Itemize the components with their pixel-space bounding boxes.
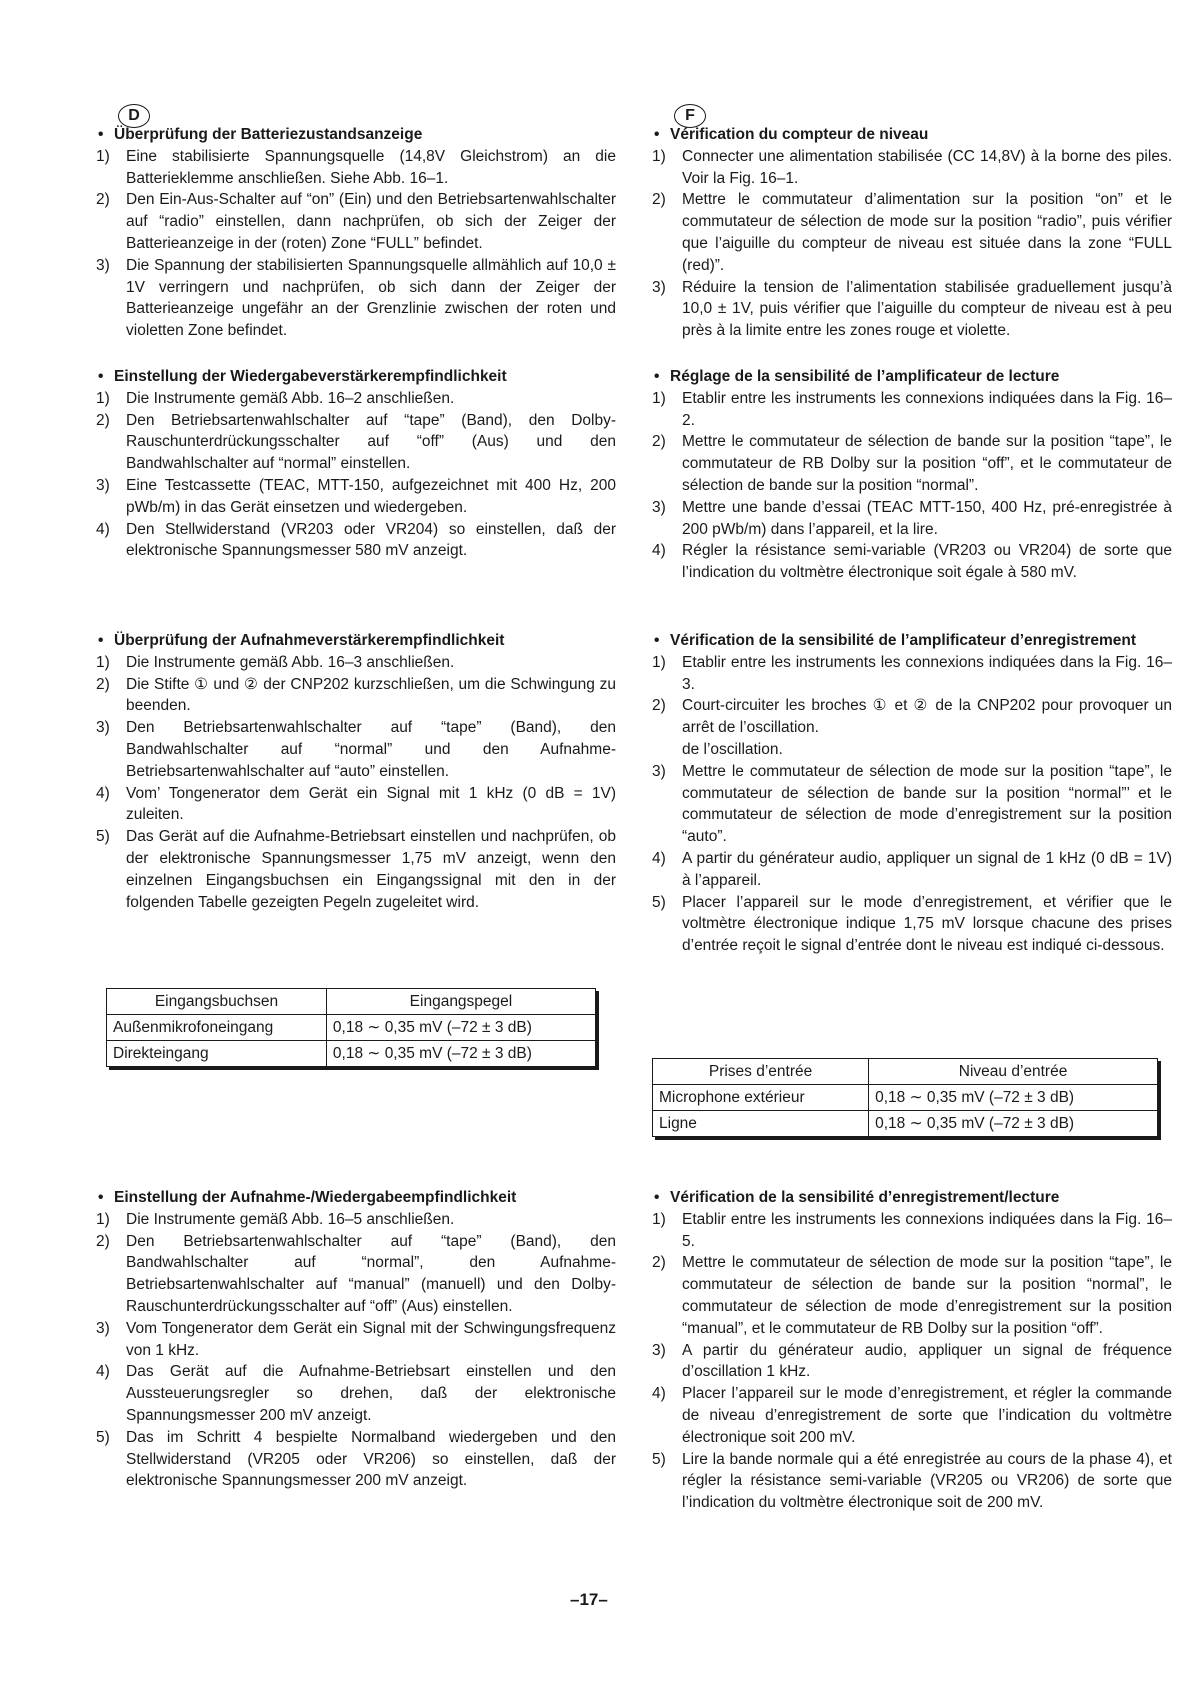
table-row (653, 1085, 1158, 1111)
fr-section-rec-play-sensitivity (652, 1187, 1172, 1514)
list-item: 4) Régler la résistance semi-variable (VR203 ou VR204) de sorte que l’indication du voltmètre électronique soit égale à 580 mV. (652, 542, 1172, 582)
list-item: 1) Etablir entre les instruments les connexions indiquées dans la Fig. 16–5. (652, 1210, 1172, 1250)
table-cell: 0,18 ∼ 0,35 mV (–72 ± 3 dB) (869, 1085, 1158, 1111)
de-section-rec-play-sensitivity (96, 1187, 616, 1492)
list-item: 2) Mettre le commutateur d’alimentation sur la position “on” et le commutateur de sélection de mode sur la position “radio”, puis vérifier que l’aiguille du compteur de niveau est située dans la zone “FULL (red)”. (652, 191, 1172, 274)
table-row (653, 1111, 1158, 1137)
list-item: 1) Etablir entre les instruments les connexions indiquées dans la Fig. 16–2. (652, 389, 1172, 429)
list-item: 2) Mettre le commutateur de sélection de mode sur la position “tape”, le commutateur de sélection de bande sur la position “normal”, le commutateur de sélection de mode d’enregistrement sur la position “manual”, et le commutateur de RB Dolby sur la position “off”. (652, 1254, 1172, 1337)
continuation-line: de l’oscillation. (682, 740, 783, 758)
list-item: 3) Den Betriebsartenwahlschalter auf “tape” (Band), den Bandwahlschalter auf “normal” und den Aufnahme-Betriebsartenwahlschalter auf “auto” einstellen. (96, 719, 616, 780)
list-item: 3) Mettre le commutateur de sélection de mode sur la position “tape”, le commutateur de sélection de bande sur la position “normal”’ et le commutateur de sélection de mode d’enregistrement sur la position “auto”. (652, 762, 1172, 846)
section-heading: • Réglage de la sensibilité de l’amplificateur de lecture (652, 366, 1172, 388)
list-item: 1) Die Instrumente gemäß Abb. 16–2 anschließen. (96, 389, 455, 407)
table-header-row (653, 1059, 1158, 1085)
language-badge-fr: F (674, 104, 706, 128)
section-heading: • Überprüfung der Aufnahmeverstärkerempfindlichkeit (96, 630, 616, 652)
de-section-battery-check (96, 124, 616, 342)
table-cell: 0,18 ∼ 0,35 mV (–72 ± 3 dB) (869, 1111, 1158, 1137)
list-item: 1) Eine stabilisierte Spannungsquelle (14,8V Gleichstrom) an die Batterieklemme anschließen. Siehe Abb. 16–1. (96, 147, 616, 187)
list-item: 2) Die Stifte ① und ② der CNP202 kurzschließen, um die Schwingung zu beenden. (96, 675, 616, 715)
list-item: 1) Connecter une alimentation stabilisée (CC 14,8V) à la borne des piles. Voir la Fig. 16–1. (652, 147, 1172, 187)
table-header: Eingangsbuchsen (107, 989, 327, 1015)
fr-section-level-meter-check (652, 124, 1172, 342)
section-heading: • Überprüfung der Batteriezustandsanzeige (96, 124, 616, 146)
list-item: 3) Eine Testcassette (TEAC, MTT-150, aufgezeichnet mit 400 Hz, 200 pWb/m) in das Gerät einsetzen und wiedergeben. (96, 476, 616, 516)
list-item: 2) Den Ein-Aus-Schalter auf “on” (Ein) und den Betriebsartenwahlschalter auf “radio” einstellen, dann nachprüfen, ob sich der Zeiger der Batterieanzeige in der (roten) Zone “FULL” befindet. (96, 191, 616, 252)
list-item: 4) Placer l’appareil sur le mode d’enregistrement, et régler la commande de niveau d’enregistrement de sorte que l’indication du voltmètre électronique soit 200 mV. (652, 1385, 1172, 1446)
table-cell: Direkteingang (107, 1041, 327, 1067)
list-item: 1) Die Instrumente gemäß Abb. 16–5 anschließen. (96, 1210, 455, 1228)
table-row (107, 1015, 596, 1041)
list-item: 3) Réduire la tension de l’alimentation stabilisée graduellement jusqu’à 10,0 ± 1V, puis vérifier que l’aiguille du compteur de niveau est à peu près à la limite entre les zones rouge et violette. (652, 278, 1172, 340)
list-item: 3) Vom Tongenerator dem Gerät ein Signal mit der Schwingungsfrequenz von 1 kHz. (96, 1319, 616, 1359)
list-item: 4) Vom’ Tongenerator dem Gerät ein Signal mit 1 kHz (0 dB = 1V) zuleiten. (96, 784, 616, 824)
table-row (107, 1041, 596, 1067)
section-heading: • Vérification de la sensibilité d’enregistrement/lecture (652, 1187, 1172, 1209)
list-item: 2) Den Betriebsartenwahlschalter auf “tape” (Band), den Dolby-Rauschunterdrückungsschalter auf “off” (Aus) und den Bandwahlschalter auf “normal” einstellen. (96, 411, 616, 473)
page-number: –17– (570, 1590, 608, 1609)
list-item: 3) Mettre une bande d’essai (TEAC MTT-150, 400 Hz, pré-enregistrée à 200 pWb/m) dans l’appareil, et la lire. (652, 498, 1172, 538)
table-header: Prises d’entrée (653, 1059, 869, 1085)
table-cell: Außenmikrofoneingang (107, 1015, 327, 1041)
list-item: 1) Etablir entre les instruments les connexions indiquées dans la Fig. 16–3. (652, 653, 1172, 693)
table-cell: 0,18 ∼ 0,35 mV (–72 ± 3 dB) (326, 1041, 595, 1067)
section-heading: • Vérification du compteur de niveau (652, 124, 1172, 146)
table-cell: 0,18 ∼ 0,35 mV (–72 ± 3 dB) (326, 1015, 595, 1041)
list-item: 1) Die Instrumente gemäß Abb. 16–3 anschließen. (96, 653, 455, 671)
section-heading: • Einstellung der Wiedergabeverstärkerempfindlichkeit (96, 366, 616, 388)
list-item: 5) Lire la bande normale qui a été enregistrée au cours de la phase 4), et régler la résistance semi-variable (VR205 ou VR206) de sorte que l’indication du voltmètre électronique soit de 200 mV. (652, 1450, 1172, 1512)
list-item: 2) Court-circuiter les broches ① et ② de la CNP202 pour provoquer un arrêt de l’oscillation. de l’oscillation. (652, 695, 1172, 760)
fr-section-playback-sensitivity (652, 366, 1172, 584)
table-cell: Microphone extérieur (653, 1085, 869, 1111)
list-item: 3) A partir du générateur audio, appliquer un signal de fréquence d’oscillation 1 kHz. (652, 1341, 1172, 1381)
fr-input-level-table (652, 1058, 1158, 1137)
de-input-level-table (106, 988, 596, 1067)
fr-section-record-sensitivity (652, 630, 1172, 957)
list-item: 3) Die Spannung der stabilisierten Spannungsquelle allmählich auf 10,0 ± 1V verringern und nachprüfen, ob sich dann der Zeiger der Batterieanzeige ungefähr an der Grenzlinie zwischen der roten und violetten Zone befindet. (96, 256, 616, 340)
list-item: 4) Das Gerät auf die Aufnahme-Betriebsart einstellen und den Aussteuerungsregler so drehen, daß der elektronische Spannungsmesser 200 mV anzeigt. (96, 1363, 616, 1424)
list-item: 4) Den Stellwiderstand (VR203 oder VR204) so einstellen, daß der elektronische Spannungsmesser 580 mV anzeigt. (96, 520, 616, 560)
list-item: 5) Das Gerät auf die Aufnahme-Betriebsart einstellen und nachprüfen, ob der elektronische Spannungsmesser 1,75 mV anzeigt, wenn den einzelnen Eingangsbuchsen ein Eingangssignal mit den in der folgenden Tabelle gezeigten Pegeln zugeleitet wird. (96, 828, 616, 911)
table-header: Eingangspegel (326, 989, 595, 1015)
section-heading: • Vérification de la sensibilité de l’amplificateur d’enregistrement (652, 630, 1172, 652)
language-badge-de: D (118, 104, 150, 128)
table-cell: Ligne (653, 1111, 869, 1137)
list-item: 4) A partir du générateur audio, appliquer un signal de 1 kHz (0 dB = 1V) à l’appareil. (652, 849, 1172, 889)
list-item: 2) Mettre le commutateur de sélection de bande sur la position “tape”, le commutateur de RB Dolby sur la position “off”, et le commutateur de sélection de bande sur la position “normal”. (652, 433, 1172, 494)
list-item: 5) Placer l’appareil sur le mode d’enregistrement, et vérifier que le voltmètre électronique indique 1,75 mV lorsque chacune des prises d’entrée reçoit le signal d’entrée dont le niveau est indiqué ci-dessous. (652, 893, 1172, 955)
table-header: Niveau d’entrée (869, 1059, 1158, 1085)
list-item: 5) Das im Schritt 4 bespielte Normalband wiedergeben und den Stellwiderstand (VR205 oder VR206) so einstellen, daß der elektronische Spannungsmesser 200 mV anzeigt. (96, 1428, 616, 1490)
de-section-record-sensitivity (96, 630, 616, 913)
table-header-row (107, 989, 596, 1015)
list-item: 2) Den Betriebsartenwahlschalter auf “tape” (Band), den Bandwahlschalter auf “normal”, den Aufnahme-Betriebsartenwahlschalter auf “manual” (manuell) und den Dolby-Rauschunterdrückungsschalter auf “off” (Aus) einstellen. (96, 1232, 616, 1315)
section-heading: • Einstellung der Aufnahme-/Wiedergabeempfindlichkeit (96, 1187, 616, 1209)
de-section-playback-sensitivity (96, 366, 616, 562)
